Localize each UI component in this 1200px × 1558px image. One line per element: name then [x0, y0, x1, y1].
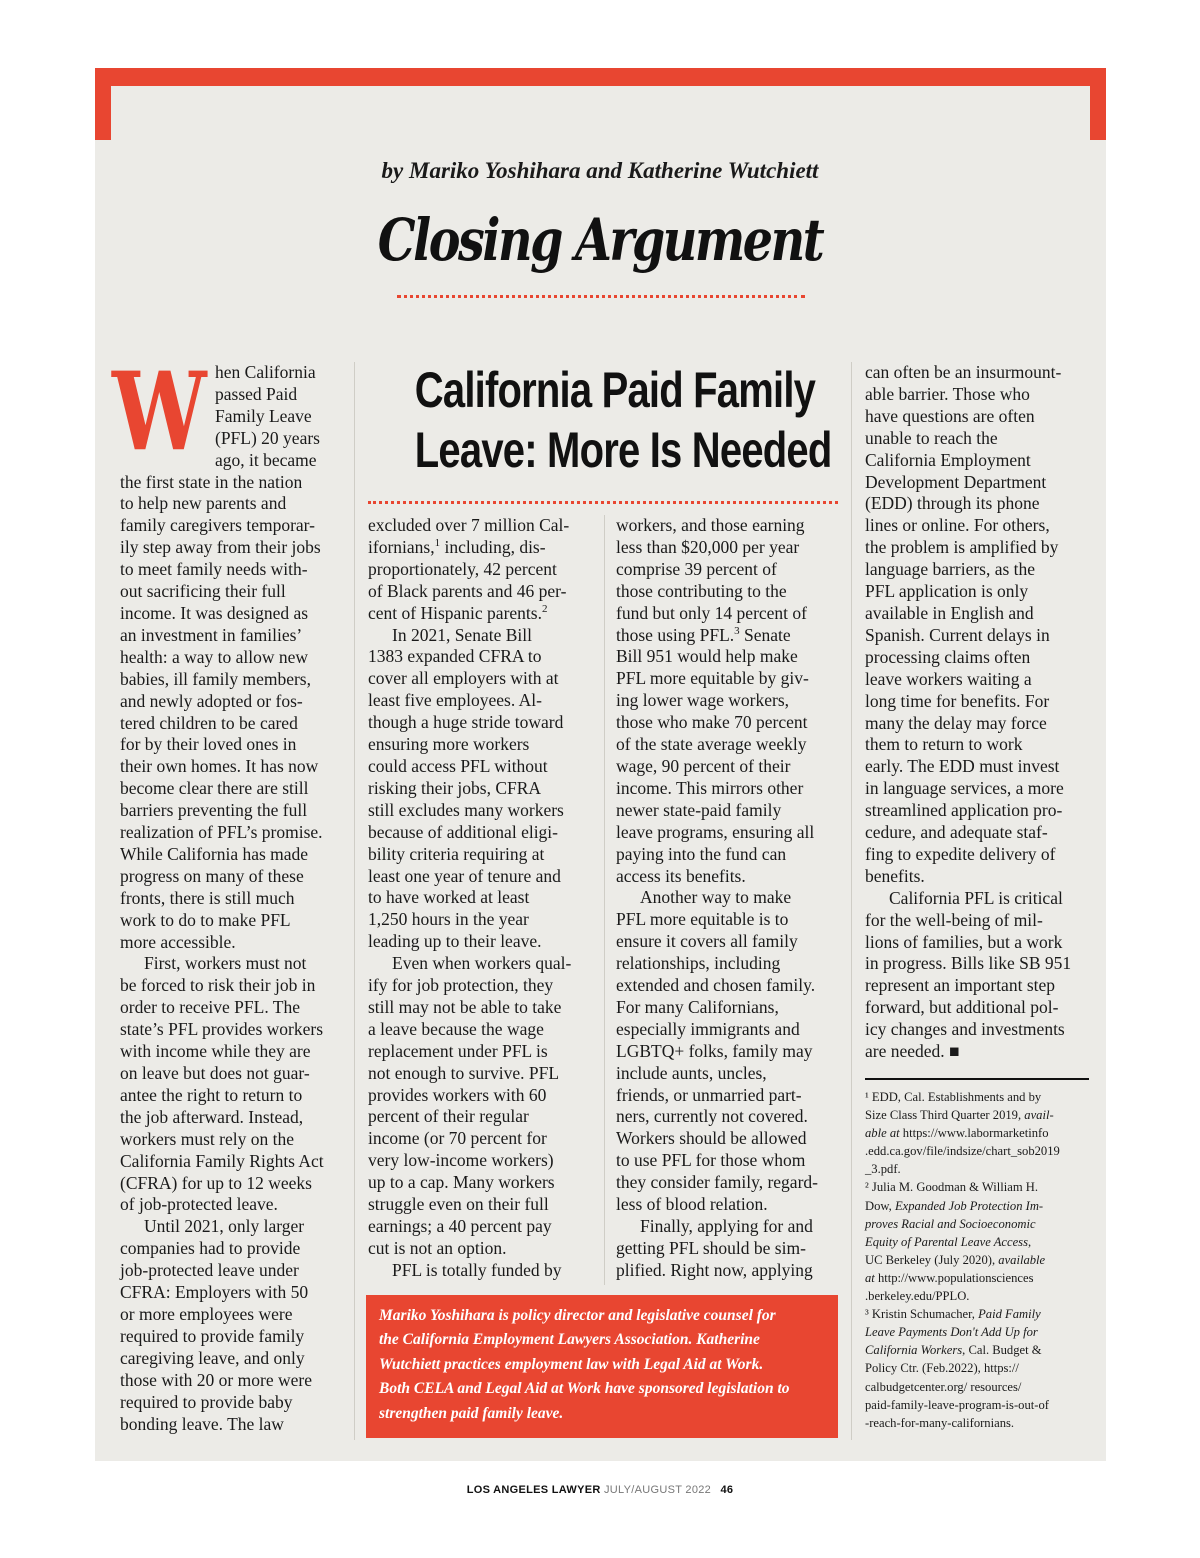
- text-line: be forced to risk their job in: [120, 975, 316, 996]
- text-line: to meet family needs with-: [120, 559, 308, 580]
- text-line: of the state average weekly: [616, 734, 807, 755]
- article-column-3: [616, 515, 840, 1282]
- byline: by Mariko Yoshihara and Katherine Wutchiett: [381, 158, 819, 183]
- text-line: especially immigrants and: [616, 1018, 800, 1039]
- text-line: long time for benefits. For: [865, 690, 1050, 711]
- text-fragment: Paid Family: [978, 1307, 1041, 1322]
- text-line: companies had to provide: [120, 1238, 301, 1259]
- text-line: California Employment: [865, 449, 1031, 470]
- bio-line: Both CELA and Legal Aid at Work have sponsored legislation to: [379, 1380, 790, 1398]
- text-line: state’s PFL provides workers: [120, 1019, 324, 1040]
- text-line: still excludes many workers: [368, 799, 564, 820]
- text-line: caregiving leave, and only: [120, 1347, 305, 1368]
- text-line: Family Leave: [215, 405, 312, 426]
- text-line: those who make 70 percent: [616, 712, 808, 733]
- footnote-3-line[interactable]: paid-family-leave-program-is-out-of: [865, 1397, 1049, 1412]
- text-line: cedure, and adequate staf-: [865, 822, 1048, 843]
- text-fragment: including, dis-: [440, 536, 546, 557]
- text-line: realization of PFL’s promise.: [120, 822, 323, 843]
- footnote-link[interactable]: http://www.populationsciences: [874, 1270, 1034, 1285]
- text-line: plified. Right now, applying: [616, 1259, 813, 1280]
- text-line: their own homes. It has now: [120, 756, 319, 777]
- text-fragment: cent of Hispanic parents.: [368, 602, 542, 623]
- text-line: icy changes and investments: [865, 1019, 1065, 1040]
- footnote-3-line[interactable]: -reach-for-many-californians.: [865, 1415, 1015, 1430]
- footnote-ref-1[interactable]: 1: [434, 537, 441, 550]
- text-line: California PFL is critical: [889, 887, 1063, 908]
- text-fragment: ³ Kristin Schumacher,: [865, 1307, 979, 1322]
- text-line: of job-protected leave.: [120, 1194, 278, 1215]
- text-line: very low-income workers): [368, 1150, 554, 1171]
- text-line: represent an important step: [865, 975, 1056, 996]
- text-line: While California has made: [120, 843, 309, 864]
- footnote-2-line: [865, 1233, 1093, 1251]
- text-line: barriers preventing the full: [120, 800, 308, 821]
- author-bio-box: [366, 1295, 838, 1438]
- text-line: job-protected leave under: [120, 1260, 299, 1281]
- bio-line: strengthen paid family leave.: [379, 1404, 564, 1422]
- footnote-2-line: [865, 1215, 1093, 1233]
- text-line: friends, or unmarried part-: [616, 1084, 802, 1105]
- text-fragment: available: [998, 1252, 1046, 1267]
- text-line: Development Department: [865, 471, 1047, 492]
- text-fragment: California Workers: [865, 1343, 963, 1358]
- text-fragment: Leave Payments Don't Add Up for: [865, 1325, 1038, 1340]
- text-line: ners, currently not covered.: [616, 1106, 808, 1127]
- text-line: leave workers waiting a: [865, 668, 1032, 689]
- text-line: they consider family, regard-: [616, 1172, 818, 1193]
- text-line: more accessible.: [120, 931, 236, 952]
- text-line: to use PFL for those whom: [616, 1150, 806, 1171]
- text-line: fing to expedite delivery of: [865, 843, 1056, 864]
- text-line: [368, 537, 594, 559]
- text-line: proportionately, 42 percent: [368, 558, 557, 579]
- footnote-1-line: [865, 1106, 1093, 1124]
- text-line: excluded over 7 million Cal-: [368, 515, 570, 535]
- text-line: Another way to make: [640, 887, 792, 908]
- text-line: workers, and those earning: [616, 515, 805, 535]
- headline-line-2: Leave: More Is Needed: [414, 422, 832, 478]
- text-line: tered children to be cared: [120, 712, 298, 733]
- text-line: newer state-paid family: [616, 799, 782, 820]
- text-fragment: at: [865, 1270, 875, 1285]
- accent-bar-top: [95, 68, 1106, 86]
- text-line: antee the right to return to: [120, 1084, 303, 1105]
- text-line: up to a cap. Many workers: [368, 1172, 555, 1193]
- text-line: required to provide baby: [120, 1391, 293, 1412]
- text-fragment: those using PFL.: [616, 624, 735, 645]
- text-line: least five employees. Al-: [368, 690, 542, 711]
- text-line: bonding leave. The law: [120, 1413, 284, 1434]
- text-fragment: able at: [865, 1126, 900, 1141]
- text-fragment: proves Racial and Socioeconomic: [865, 1216, 1036, 1231]
- accent-bar-left: [95, 68, 111, 140]
- text-line: relationships, including: [616, 953, 781, 974]
- text-line: LGBTQ+ folks, family may: [616, 1040, 813, 1061]
- text-line: passed Paid: [215, 383, 298, 404]
- text-line: work to do to make PFL: [120, 909, 291, 930]
- text-line: ing lower wage workers,: [616, 690, 790, 711]
- text-line: have questions are often: [865, 405, 1035, 426]
- text-line: leave programs, ensuring all: [616, 821, 815, 842]
- text-line: [368, 603, 594, 625]
- article-column-4: [865, 362, 1091, 1063]
- footnote-2-line: [865, 1251, 1093, 1269]
- text-line: an investment in families’: [120, 624, 303, 645]
- text-line: paying into the fund can: [616, 843, 787, 864]
- footnote-3-line: [865, 1341, 1093, 1359]
- text-line: Bill 951 would help make: [616, 646, 798, 667]
- text-line: Spanish. Current delays in: [865, 624, 1050, 645]
- text-line: family caregivers temporar-: [120, 515, 315, 536]
- footnote-1-line: [865, 1124, 1093, 1142]
- text-line: them to return to work: [865, 734, 1023, 755]
- text-line: though a huge stride toward: [368, 712, 564, 733]
- bio-line: the California Employment Lawyers Association. Katherine: [379, 1331, 760, 1349]
- text-line: replacement under PFL is: [368, 1040, 548, 1061]
- text-line: progress on many of these: [120, 865, 304, 886]
- text-fragment: Expanded Job Protection Im-: [894, 1198, 1044, 1213]
- text-line: ily step away from their jobs: [120, 537, 321, 558]
- text-line: of Black parents and 46 per-: [368, 580, 567, 601]
- text-line: ensuring more workers: [368, 734, 530, 755]
- text-line: wage, 90 percent of their: [616, 755, 791, 776]
- text-line: language barriers, as the: [865, 559, 1036, 580]
- article-column-1: [120, 362, 348, 1435]
- text-line: provides workers with 60: [368, 1084, 547, 1105]
- text-line: 1,250 hours in the year: [368, 909, 529, 930]
- text-line: getting PFL should be sim-: [616, 1237, 806, 1258]
- text-line: processing claims often: [865, 646, 1031, 667]
- footnote-1-line[interactable]: _3.pdf.: [865, 1162, 901, 1177]
- footnote-2-line: ² Julia M. Goodman & William H.: [865, 1180, 1039, 1195]
- text-line: not enough to survive. PFL: [368, 1062, 560, 1083]
- text-line: California Family Rights Act: [120, 1150, 324, 1171]
- text-line: percent of their regular: [368, 1106, 529, 1127]
- text-line: order to receive PFL. The: [120, 997, 300, 1018]
- text-line: fund but only 14 percent of: [616, 602, 807, 623]
- bio-line: Wutchiett practices employment law with Legal Aid at Work.: [379, 1355, 764, 1373]
- footnote-1-line: ¹ EDD, Cal. Establishments and by: [865, 1090, 1042, 1104]
- text-line: or more employees were: [120, 1303, 293, 1324]
- text-line: income. This mirrors other: [616, 777, 804, 798]
- footnote-2-line: [865, 1269, 1093, 1287]
- footnote-divider: [865, 1078, 1089, 1080]
- text-line: Workers should be allowed: [616, 1128, 807, 1149]
- text-line: on leave but does not guar-: [120, 1063, 310, 1083]
- text-line: Finally, applying for and: [640, 1216, 813, 1236]
- drop-cap-wrap-lines: [120, 362, 348, 472]
- footnotes: [865, 1088, 1093, 1432]
- text-line: Even when workers qual-: [392, 953, 572, 974]
- text-line: become clear there are still: [120, 778, 309, 799]
- dotted-divider-headline: [368, 501, 838, 504]
- text-line: available in English and: [865, 602, 1034, 623]
- text-line: could access PFL without: [368, 755, 548, 776]
- footnote-2-line: [865, 1197, 1093, 1215]
- text-line: (EDD) through its phone: [865, 493, 1040, 514]
- text-line: income (or 70 percent for: [368, 1128, 547, 1149]
- magazine-name: LOS ANGELES LAWYER: [466, 1484, 601, 1496]
- footnote-link[interactable]: https://www.labormarketinfo: [899, 1126, 1049, 1141]
- text-fragment: avail-: [1024, 1108, 1054, 1123]
- dotted-divider-top: [397, 295, 805, 298]
- text-line: in progress. Bills like SB 951: [865, 953, 1072, 974]
- column-rule-1: [354, 362, 355, 1440]
- text-line: those with 20 or more were: [120, 1369, 312, 1390]
- text-line: First, workers must not: [144, 953, 307, 974]
- text-line: least one year of tenure and: [368, 865, 561, 886]
- footnote-2-line[interactable]: .berkeley.edu/PPLO.: [865, 1289, 970, 1304]
- text-line: Until 2021, only larger: [144, 1216, 305, 1237]
- text-line: and newly adopted or fos-: [120, 690, 303, 711]
- text-line: benefits.: [865, 865, 925, 886]
- footnote-ref-2[interactable]: 2: [541, 602, 548, 615]
- text-line: [616, 625, 840, 647]
- footnote-3-line[interactable]: calbudgetcenter.org/ resources/: [865, 1379, 1022, 1394]
- text-line: required to provide family: [120, 1325, 305, 1346]
- text-line: health: a way to allow new: [120, 646, 309, 667]
- text-line: can often be an insurmount-: [865, 362, 1062, 382]
- text-line: for by their loved ones in: [120, 734, 297, 755]
- text-line: comprise 39 percent of: [616, 558, 777, 579]
- article-column-2: [368, 515, 594, 1282]
- text-line: because of additional eligi-: [368, 821, 558, 842]
- column-rule-2: [604, 515, 605, 1285]
- footnote-1-line[interactable]: .edd.ca.gov/file/indsize/chart_sob2019: [865, 1144, 1060, 1159]
- footnote-3-line: [865, 1305, 1093, 1323]
- text-line: less of blood relation.: [616, 1194, 768, 1215]
- text-line: cover all employers with at: [368, 668, 559, 689]
- text-line: the first state in the nation: [120, 471, 303, 492]
- text-line: the job afterward. Instead,: [120, 1106, 304, 1127]
- text-line: a leave because the wage: [368, 1018, 544, 1039]
- drop-cap: W: [112, 349, 207, 475]
- text-line: fronts, there is still much: [120, 887, 295, 908]
- text-line: For many Californians,: [616, 996, 779, 1017]
- headline-line-1: California Paid Family: [414, 362, 816, 418]
- text-line: early. The EDD must invest: [865, 756, 1060, 777]
- text-line: lines or online. For others,: [865, 515, 1050, 536]
- text-line: risking their jobs, CFRA: [368, 777, 542, 798]
- text-line: able barrier. Those who: [865, 383, 1030, 404]
- text-fragment: Equity of Parental Leave Access: [865, 1234, 1028, 1249]
- text-line: (PFL) 20 years: [215, 427, 320, 448]
- column-rule-3: [851, 362, 852, 1440]
- text-line: with income while they are: [120, 1041, 311, 1062]
- text-line: are needed. ■: [865, 1041, 960, 1062]
- footnote-3-line: [865, 1323, 1093, 1341]
- text-line: CFRA: Employers with 50: [120, 1282, 309, 1303]
- footnote-3-line: Policy Ctr. (Feb.2022), https://: [865, 1361, 1019, 1376]
- text-line: In 2021, Senate Bill: [392, 624, 532, 645]
- text-line: struggle even on their full: [368, 1194, 549, 1215]
- text-fragment: Size Class Third Quarter 2019,: [865, 1108, 1025, 1123]
- text-line: those contributing to the: [616, 580, 787, 601]
- text-line: 1383 expanded CFRA to: [368, 646, 542, 667]
- page-footer: [0, 1484, 1200, 1496]
- text-line: extended and chosen family.: [616, 975, 816, 996]
- text-line: forward, but additional pol-: [865, 997, 1059, 1018]
- text-line: PFL application is only: [865, 581, 1029, 602]
- text-line: ify for job protection, they: [368, 975, 554, 996]
- text-line: out sacrificing their full: [120, 581, 286, 602]
- text-fragment: UC Berkeley (July 2020),: [865, 1252, 999, 1267]
- text-line: PFL more equitable is to: [616, 909, 789, 930]
- accent-bar-right: [1090, 68, 1106, 140]
- text-line: PFL more equitable by giv-: [616, 668, 809, 689]
- text-line: (CFRA) for up to 12 weeks: [120, 1172, 312, 1193]
- issue-date: JULY/AUGUST 2022: [604, 1484, 712, 1496]
- text-line: workers must rely on the: [120, 1128, 294, 1149]
- page-number: 46: [720, 1484, 734, 1496]
- text-line: cut is not an option.: [368, 1237, 507, 1258]
- text-line: ago, it became: [215, 449, 317, 470]
- column-name: Closing Argument: [377, 206, 823, 274]
- footnote-ref-3[interactable]: 3: [734, 624, 740, 637]
- text-line: PFL is totally funded by: [392, 1259, 562, 1280]
- text-line: the problem is amplified by: [865, 537, 1059, 558]
- text-line: still may not be able to take: [368, 996, 562, 1017]
- text-line: for the well-being of mil-: [865, 909, 1043, 930]
- text-line: hen California: [215, 362, 316, 382]
- text-line: many the delay may force: [865, 712, 1047, 733]
- text-fragment: ,: [1027, 1234, 1032, 1249]
- text-line: unable to reach the: [865, 427, 998, 448]
- headline: [414, 360, 832, 480]
- text-line: lions of families, but a work: [865, 931, 1063, 952]
- text-fragment: Senate: [739, 624, 791, 645]
- text-line: bility criteria requiring at: [368, 843, 545, 864]
- text-line: include aunts, uncles,: [616, 1062, 767, 1083]
- text-fragment: , Cal. Budget &: [962, 1343, 1042, 1358]
- text-line: earnings; a 40 percent pay: [368, 1216, 552, 1236]
- text-line: less than $20,000 per year: [616, 536, 800, 557]
- text-line: to help new parents and: [120, 493, 287, 514]
- text-line: leading up to their leave.: [368, 931, 542, 952]
- text-line: income. It was designed as: [120, 602, 309, 623]
- text-fragment: ifornians,: [368, 536, 435, 557]
- text-fragment: Dow,: [865, 1198, 895, 1213]
- text-line: to have worked at least: [368, 887, 530, 908]
- text-line: streamlined application pro-: [865, 800, 1063, 821]
- text-line: access its benefits.: [616, 865, 746, 886]
- text-line: in language services, a more: [865, 778, 1064, 799]
- bio-line: Mariko Yoshihara is policy director and legislative counsel for: [379, 1307, 776, 1324]
- text-line: babies, ill family members,: [120, 668, 311, 689]
- text-line: ensure it covers all family: [616, 931, 798, 952]
